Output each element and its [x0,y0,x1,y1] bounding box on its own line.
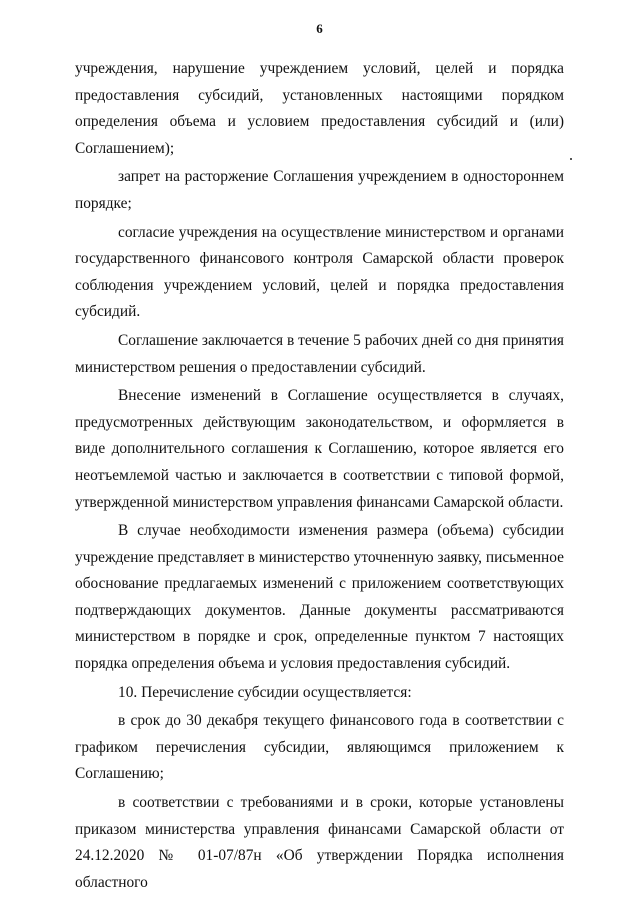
paragraph: в соответствии с требованиями и в сроки, которые установлены приказом министерства управления финансами Самарской области от 24.12.2020 № 01-07/87н «Об утверждении Порядка исполнения областного [75,794,564,891]
paragraph: Внесение изменений в Соглашение осуществляется в случаях, предусмотренных действующим законодательством, и оформляется в виде дополнительного соглашения к Соглашению, которое является его неотъемлемой частью и заключается в соответствии с типовой формой, утвержденной министерством управления финансами Самарской области. [75,387,564,511]
paragraph: учреждения, нарушение учреждением условий, целей и порядка предоставления субсидий, установленных настоящими порядком определения объема и условием предоставления субсидий и (или) Соглашением); [75,60,564,157]
document-body [75,56,564,898]
paragraph: Соглашение заключается в течение 5 рабочих дней со дня принятия министерством решения о предоставлении субсидий. [75,331,564,376]
page-number: 6 [316,21,323,36]
paragraph: 10. Перечисление субсидии осуществляется: [118,683,412,701]
scan-speck [570,158,572,160]
paragraph: В случае необходимости изменения размера (объема) субсидии учреждение представляет в министерство уточненную заявку, письменное обоснование предлагаемых изменений с приложением соответствующих подтверждающих документов. Данные документы рассматриваются министерством в порядке и срок, определенные пунктом 7 настоящих порядка определения объема и условия предоставления субсидий. [75,522,564,673]
paragraph: в срок до 30 декабря текущего финансового года в соответствии с графиком перечисления субсидии, являющимся приложением к Соглашению; [75,712,564,783]
paragraph: согласие учреждения на осуществление министерством и органами государственного финансового контроля Самарской области проверок соблюдения учреждением условий, целей и порядка предоставления субсидий. [75,223,564,321]
paragraph: запрет на расторжение Соглашения учреждением в одностороннем порядке; [75,168,564,212]
